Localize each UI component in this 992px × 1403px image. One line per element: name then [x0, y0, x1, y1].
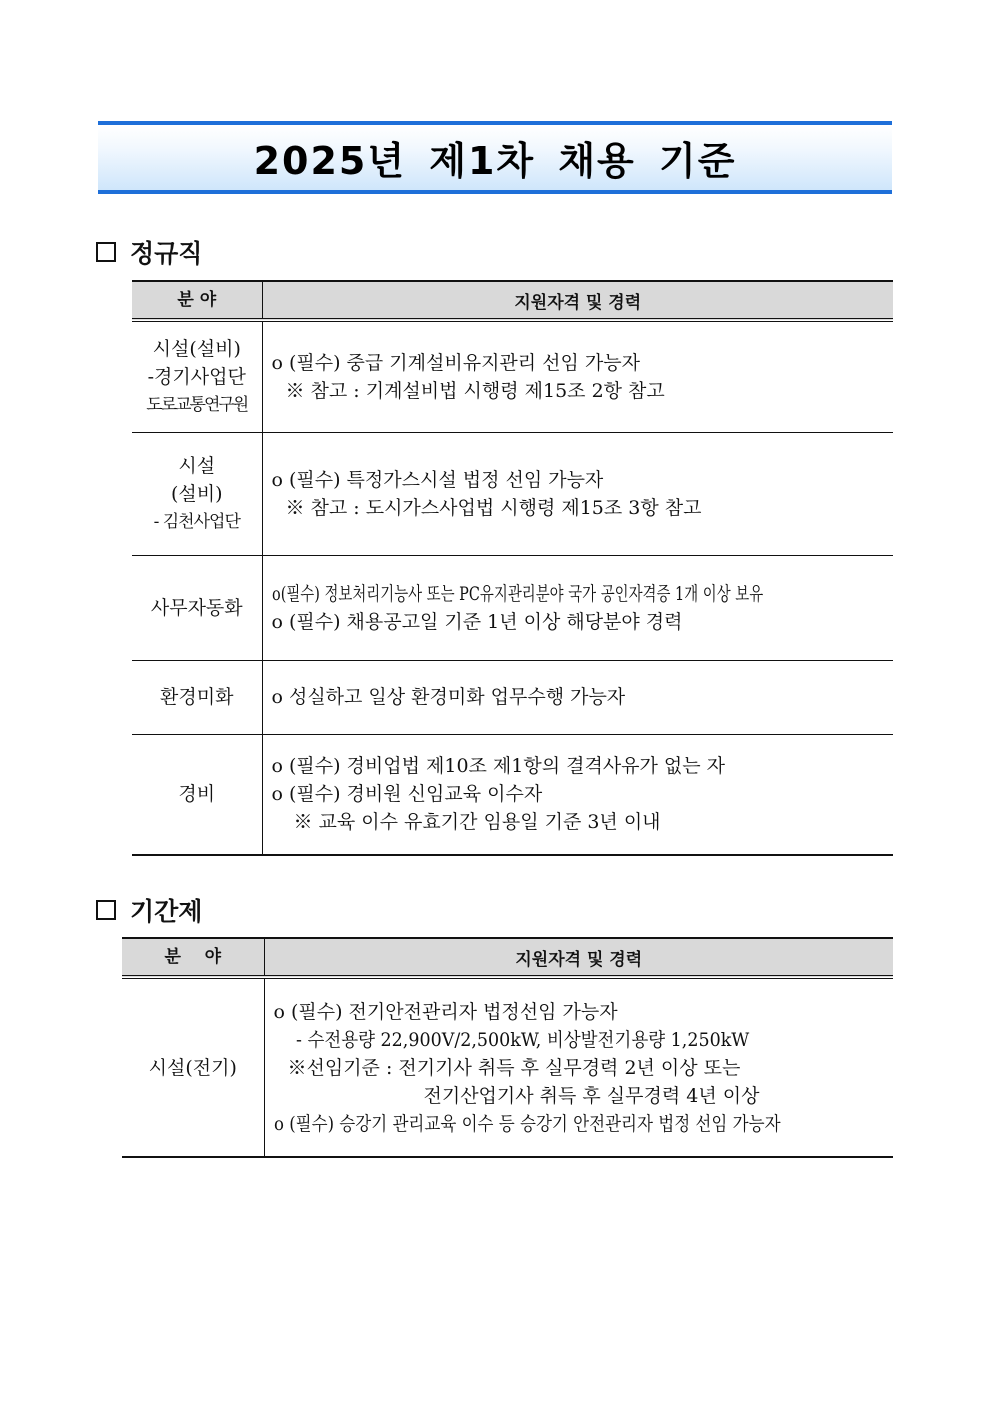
qualification-line: o 성실하고 일상 환경미화 업무수행 가능자	[271, 686, 626, 708]
qualification-line: o (필수) 경비업법 제10조 제1항의 결격사유가 없는 자	[271, 755, 726, 778]
qualification-line: ※선임기준 : 전기기사 취득 후 실무경력 2년 이상 또는	[287, 1056, 741, 1079]
qualification-cell	[262, 555, 893, 660]
checkbox-icon	[96, 900, 116, 920]
qualification-line: 전기산업기사 취득 후 실무경력 4년 이상	[423, 1084, 760, 1107]
field-line: 도로교통연구원	[146, 394, 248, 415]
field-cell	[132, 734, 262, 855]
field-line: 시설	[178, 454, 216, 477]
header-qualification: 지원자격 및 경력	[264, 938, 893, 977]
qualification-cell	[262, 660, 893, 734]
qualification-line: ※ 교육 이수 유효기간 임용일 기준 3년 이내	[293, 811, 661, 834]
table-row	[132, 320, 893, 432]
regular-criteria-table	[132, 280, 893, 856]
field-cell	[132, 660, 262, 734]
header-field: 분 야	[132, 281, 262, 320]
field-line: 경비	[178, 783, 216, 806]
qualification-cell	[262, 432, 893, 555]
field-cell	[132, 320, 262, 432]
qualification-line: o (필수) 채용공고일 기준 1년 이상 해당분야 경력	[271, 610, 683, 633]
qualification-cell	[262, 320, 893, 432]
document-title: 2025년 제1차 채용 기준	[253, 139, 737, 183]
field-cell	[122, 977, 264, 1157]
section-heading-text: 정규직	[130, 239, 203, 268]
section-heading-contract	[96, 892, 202, 928]
qualification-line: o (필수) 경비원 신임교육 이수자	[271, 783, 543, 806]
qualification-line: o (필수) 전기안전관리자 법정선임 가능자	[273, 1000, 618, 1023]
document-title-banner	[98, 121, 892, 194]
table-row	[132, 555, 893, 660]
field-line: -경기사업단	[147, 365, 246, 388]
field-cell	[132, 555, 262, 660]
field-line: 사무자동화	[150, 596, 243, 619]
qualification-line: ※ 참고 : 도시가스사업법 시행령 제15조 3항 참고	[285, 496, 702, 519]
field-line: - 김천사업단	[153, 511, 240, 532]
section-heading-text: 기간제	[130, 897, 203, 926]
qualification-line: o(필수) 정보처리기능사 또는 PC유지관리분야 국가 공인자격증 1개 이상 보유	[271, 582, 763, 605]
qualification-line: o (필수) 승강기 관리교육 이수 등 승강기 안전관리자 법정 선임 가능자	[273, 1112, 781, 1135]
qualification-cell	[262, 734, 893, 855]
field-line: 시설(전기)	[148, 1056, 237, 1079]
table-row	[122, 977, 893, 1157]
qualification-line: - 수전용량 22,900V/2,500kW, 비상발전기용량 1,250kW	[295, 1028, 749, 1051]
section-heading-regular	[96, 234, 202, 270]
field-line: (설비)	[170, 482, 223, 505]
header-field: 분 야	[122, 938, 264, 977]
qualification-line: o (필수) 중급 기계설비유지관리 선임 가능자	[271, 351, 640, 374]
qualification-line: ※ 참고 : 기계설비법 시행령 제15조 2항 참고	[285, 379, 665, 402]
header-qualification: 지원자격 및 경력	[262, 281, 893, 320]
table-row	[132, 734, 893, 855]
field-line: 시설(설비)	[152, 337, 241, 360]
contract-criteria-table	[122, 937, 893, 1158]
field-cell	[132, 432, 262, 555]
field-line: 환경미화	[160, 686, 234, 708]
table-row	[132, 432, 893, 555]
table-header-row	[132, 281, 893, 320]
table-row	[132, 660, 893, 734]
table-header-row	[122, 938, 893, 977]
qualification-line: o (필수) 특정가스시설 법정 선임 가능자	[271, 468, 604, 491]
qualification-cell	[264, 977, 893, 1157]
checkbox-icon	[96, 242, 116, 262]
